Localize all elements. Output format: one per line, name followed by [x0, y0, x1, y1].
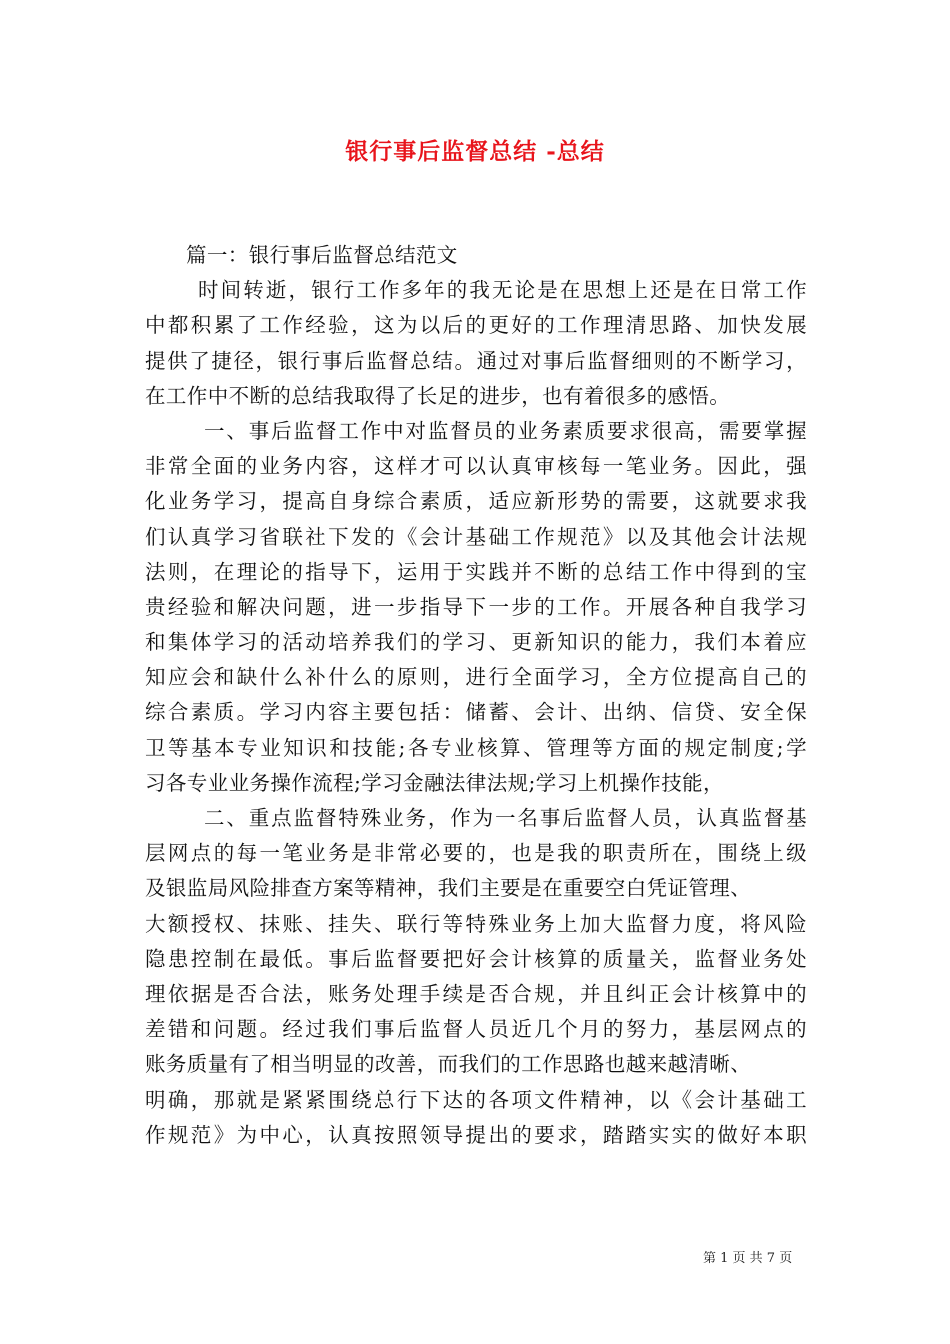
paragraph-line: 账务质量有了相当明显的改善，而我们的工作思路也越来越清晰、: [145, 1052, 752, 1077]
paragraph-line: 非常全面的业务内容，这样才可以认真审核每一笔业务。因此，强: [145, 454, 807, 479]
paragraph-line: 差错和问题。经过我们事后监督人员近几个月的努力，基层网点的: [145, 1017, 807, 1042]
paragraph-2: [145, 414, 807, 801]
paragraph-line: 时间转逝，银行工作多年的我无论是在思想上还是在日常工作: [198, 278, 807, 303]
paragraph-line: 中都积累了工作经验，这为以后的更好的工作理清思路、加快发展: [145, 313, 807, 338]
paragraph-1: [145, 273, 807, 414]
paragraph-line: 作规范》为中心，认真按照领导提出的要求，踏踏实实的做好本职: [145, 1122, 807, 1147]
paragraph-line: 及银监局风险排查方案等精神，我们主要是在重要空白凭证管理、: [145, 876, 752, 901]
document-title: 银行事后监督总结 -总结: [345, 138, 605, 165]
paragraph-line: 综合素质。学习内容主要包括：储蓄、会计、出纳、信贷、安全保: [145, 700, 807, 725]
paragraph-line: 卫等基本专业知识和技能;各专业核算、管理等方面的规定制度;学: [145, 735, 807, 760]
paragraph-line: 在工作中不断的总结我取得了长足的进步，也有着很多的感悟。: [145, 383, 731, 408]
paragraph-line: 提供了捷径，银行事后监督总结。通过对事后监督细则的不断学习，: [145, 348, 807, 373]
paragraph-line: 法则，在理论的指导下，运用于实践并不断的总结工作中得到的宝: [145, 559, 807, 584]
paragraph-line: 习各专业业务操作流程;学习金融法律法规;学习上机操作技能，: [145, 770, 724, 795]
paragraph-line: 一、事后监督工作中对监督员的业务素质要求很高，需要掌握: [204, 418, 807, 443]
paragraph-line: 层网点的每一笔业务是非常必要的，也是我的职责所在，围绕上级: [145, 841, 807, 866]
paragraph-line: 和集体学习的活动培养我们的学习、更新知识的能力，我们本着应: [145, 630, 807, 655]
paragraph-line: 贵经验和解决问题，进一步指导下一步的工作。开展各种自我学习: [145, 594, 807, 619]
paragraph-line: 知应会和缺什么补什么的原则，进行全面学习，全方位提高自己的: [145, 665, 807, 690]
paragraph-line: 大额授权、抹账、挂失、联行等特殊业务上加大监督力度，将风险: [145, 911, 807, 936]
paragraph-line: 化业务学习，提高自身综合素质，适应新形势的需要，这就要求我: [145, 489, 807, 514]
paragraph-line: 隐患控制在最低。事后监督要把好会计核算的质量关，监督业务处: [145, 946, 807, 971]
paragraph-line: 明确，那就是紧紧围绕总行下达的各项文件精神，以《会计基础工: [145, 1087, 807, 1112]
document-body: [145, 238, 807, 1153]
section-heading: 篇一：银行事后监督总结范文: [186, 243, 458, 267]
paragraph-line: 们认真学习省联社下发的《会计基础工作规范》以及其他会计法规: [145, 524, 807, 549]
page-number: 第 1 页 共 7 页: [703, 1251, 793, 1266]
paragraph-3: [145, 801, 807, 1153]
paragraph-line: 理依据是否合法，账务处理手续是否合规，并且纠正会计核算中的: [145, 981, 807, 1006]
paragraph-line: 二、重点监督特殊业务，作为一名事后监督人员，认真监督基: [204, 806, 807, 830]
